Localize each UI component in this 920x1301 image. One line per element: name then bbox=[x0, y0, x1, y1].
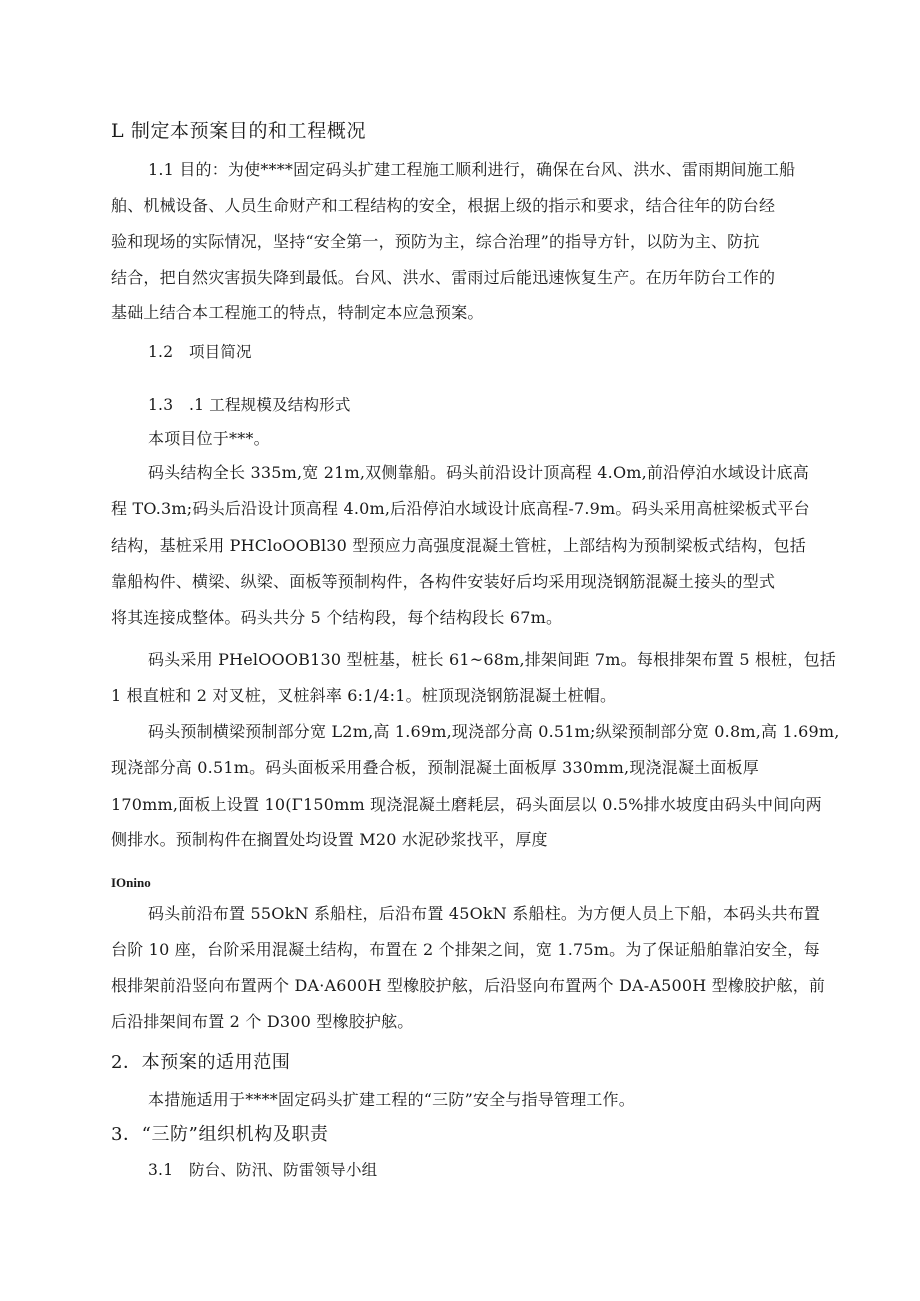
text-line: 舶、机械设备、人员生命财产和工程结构的安全，根据上级的指示和要求，结合往年的防台经 bbox=[111, 196, 776, 215]
text-line: 侧排水。预制构件在搁置处均设置 M20 水泥砂浆找平，厚度 bbox=[111, 830, 548, 849]
paragraph-location: 本项目位于***。 bbox=[148, 429, 270, 448]
text-line: 验和现场的实际情况，坚持“安全第一，预防为主，综合治理”的指导方针，以防为主、防抗 bbox=[111, 232, 760, 251]
paragraph-scope: 本措施适用于****固定码头扩建工程的“三防”安全与指导管理工作。 bbox=[148, 1090, 635, 1109]
text-line: 结构，基桩采用 PHCloOOBl30 型预应力高强度混凝土管桩，上部结构为预制梁板式结构，包括 bbox=[111, 536, 806, 555]
text-line: 程 TO.3m;码头后沿设计顶高程 4.0m,后沿停泊水域设计底高程-7.9m。码头采用高桩梁板式平台 bbox=[111, 499, 810, 518]
text-line: 码头预制横梁预制部分宽 L2m,高 1.69m,现浇部分高 0.51m;纵梁预制部分宽 0.8m,高 1.69m, bbox=[148, 722, 840, 741]
text-line: 将其连接成整体。码头共分 5 个结构段，每个结构段长 67m。 bbox=[111, 608, 563, 627]
text-line: 码头采用 PHelOOOB130 型桩基，桩长 61~68m,排架间距 7m。每根排架布置 5 根桩，包括 bbox=[148, 650, 836, 669]
section-2-title: 2．本预案的适用范围 bbox=[111, 1052, 291, 1073]
stray-text: IOnino bbox=[111, 875, 151, 890]
section-3-title: 3．“三防”组织机构及职责 bbox=[111, 1124, 329, 1145]
text-line: 后沿排架间布置 2 个 D300 型橡胶护舷。 bbox=[111, 1012, 414, 1031]
heading-1-2: 1.2 项目简况 bbox=[148, 343, 252, 361]
text-line: 基础上结合本工程施工的特点，特制定本应急预案。 bbox=[111, 303, 484, 322]
text-line: 结合，把自然灾害损失降到最低。台风、洪水、雷雨过后能迅速恢复生产。在历年防台工作的 bbox=[111, 268, 776, 287]
text-line: 170mm,面板上设置 10(Γ150mm 现浇混凝土磨耗层，码头面层以 0.5%排水坡度由码头中间向两 bbox=[111, 795, 822, 814]
text-line: 码头前沿布置 55OkN 系船柱，后沿布置 45OkN 系船柱。为方便人员上下船，本码头共布置 bbox=[148, 904, 821, 923]
heading-1-3: 1.3 .1 工程规模及结构形式 bbox=[148, 396, 351, 414]
section-1-title: L 制定本预案目的和工程概况 bbox=[111, 120, 367, 142]
text-line: 靠船构件、横梁、纵梁、面板等预制构件，各构件安装好后均采用现浇钢筋混凝土接头的型式 bbox=[111, 572, 776, 591]
text-line: 台阶 10 座，台阶采用混凝土结构，布置在 2 个排架之间，宽 1.75m。为了保证船舶靠泊安全，每 bbox=[111, 940, 820, 959]
text-line: 根排架前沿竖向布置两个 DA·A600H 型橡胶护舷，后沿竖向布置两个 DA-A500H 型橡胶护舷，前 bbox=[111, 976, 826, 995]
text-line: 1.1 目的：为使****固定码头扩建工程施工顺利进行，确保在台风、洪水、雷雨期间施工船 bbox=[148, 160, 796, 179]
heading-3-1: 3.1 防台、防汛、防雷领导小组 bbox=[148, 1161, 378, 1179]
text-line: 现浇部分高 0.51m。码头面板采用叠合板，预制混凝土面板厚 330mm,现浇混凝土面板厚 bbox=[111, 758, 759, 777]
text-line: 码头结构全长 335m,宽 21m,双侧靠船。码头前沿设计顶高程 4.Om,前沿停泊水域设计底高 bbox=[148, 463, 809, 482]
text-line: 1 根直桩和 2 对叉桩，叉桩斜率 6:1/4:1。桩顶现浇钢筋混凝土桩帽。 bbox=[111, 686, 617, 705]
